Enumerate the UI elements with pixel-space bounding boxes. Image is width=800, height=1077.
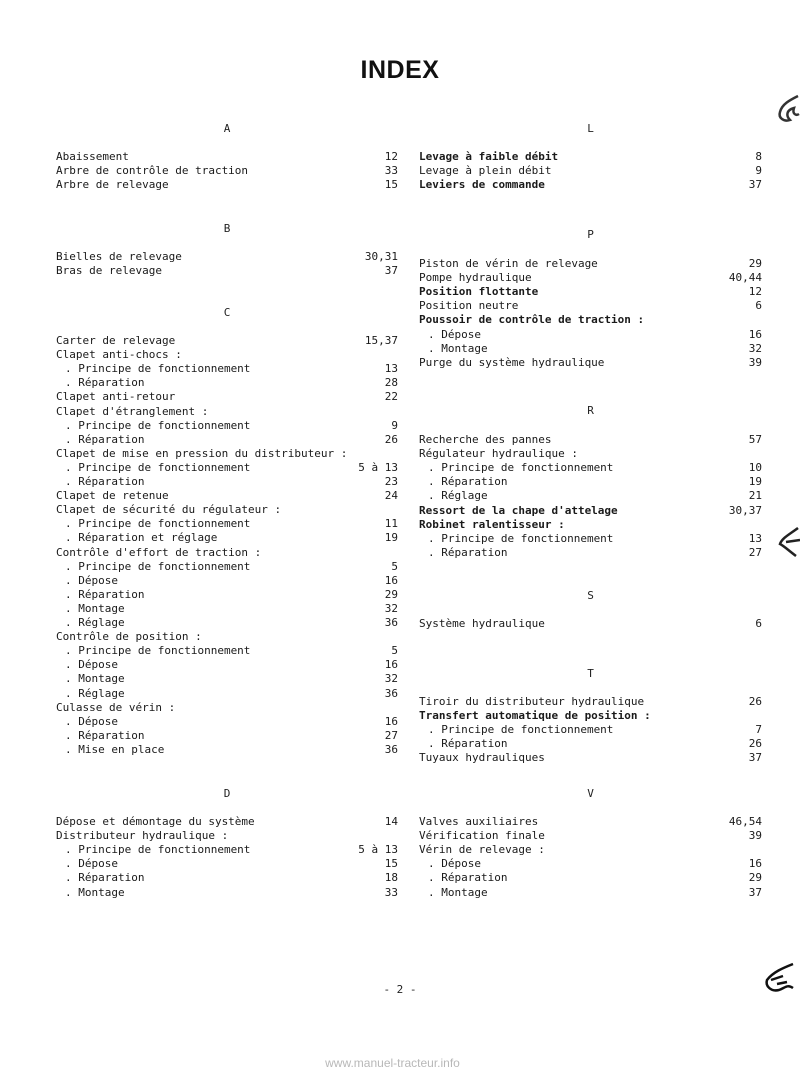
entry-label: . Principe de fonctionnement xyxy=(65,644,251,658)
entry-label: Valves auxiliaires xyxy=(419,815,539,828)
index-entry xyxy=(419,433,762,447)
entry-page: 26 xyxy=(748,737,762,751)
entry-page: 30,37 xyxy=(728,503,762,517)
entry-page: 37 xyxy=(748,751,762,765)
entry-label: Clapet de sécurité du régulateur : xyxy=(56,503,282,517)
index-entry xyxy=(419,709,762,723)
index-entry xyxy=(56,815,398,829)
index-entry xyxy=(56,672,398,686)
entry-label: . Principe de fonctionnement xyxy=(428,461,614,475)
entry-label: . Mise en place xyxy=(65,742,165,756)
index-entry xyxy=(419,815,762,829)
index-entry xyxy=(56,630,398,644)
index-entry xyxy=(56,390,398,404)
entry-label: Distributeur hydraulique : xyxy=(56,829,229,843)
entry-page: 12 xyxy=(384,150,398,163)
entry-page: 5 à 13 xyxy=(358,460,398,474)
entry-label: . Principe de fonctionnement xyxy=(65,517,251,531)
entry-label: . Dépose xyxy=(65,573,118,587)
index-entry xyxy=(419,751,762,765)
entry-label: . Réparation xyxy=(65,475,145,488)
index-entry xyxy=(419,164,762,178)
entry-label: Arbre de contrôle de traction xyxy=(56,164,249,178)
scan-mark xyxy=(772,92,800,128)
index-entry xyxy=(56,588,398,602)
entry-page: 36 xyxy=(384,686,398,700)
entry-label: . Montage xyxy=(428,885,488,899)
entry-label: . Réparation xyxy=(65,432,145,446)
entry-label: Transfert automatique de position : xyxy=(419,709,651,723)
index-entry xyxy=(419,271,762,285)
entry-page: 6 xyxy=(755,617,762,630)
index-entry xyxy=(56,616,398,630)
entry-page: 32 xyxy=(384,672,398,686)
index-entry xyxy=(419,886,762,900)
index-entry xyxy=(56,687,398,701)
entry-label: . Principe de fonctionnement xyxy=(65,843,251,857)
index-entry xyxy=(56,715,398,729)
entry-page: 11 xyxy=(384,517,398,531)
index-entry xyxy=(56,405,398,419)
section-letter: L xyxy=(587,122,594,135)
entry-label: Vérin de relevage : xyxy=(419,843,545,857)
entry-label: Clapet de mise en pression du distributeur : xyxy=(56,446,348,460)
entry-page: 29 xyxy=(748,257,762,270)
entry-label: . Réglage xyxy=(65,686,125,700)
index-entry xyxy=(419,532,762,546)
entry-page: 16 xyxy=(384,573,398,587)
entry-page: 16 xyxy=(384,658,398,672)
entry-label: Ressort de la chape d'attelage xyxy=(419,503,618,517)
index-entry xyxy=(56,886,398,900)
index-entry xyxy=(419,285,762,299)
entry-label: . Réparation et réglage xyxy=(65,531,218,545)
index-entry xyxy=(419,299,762,313)
entry-page: 18 xyxy=(384,871,398,885)
entry-label: . Principe de fonctionnement xyxy=(65,418,251,432)
index-entry xyxy=(56,362,398,376)
entry-label: Piston de vérin de relevage xyxy=(419,257,598,270)
entry-page: 15 xyxy=(384,178,398,192)
index-entry xyxy=(56,517,398,531)
index-entry xyxy=(419,150,762,164)
entry-label: . Dépose xyxy=(65,857,118,871)
entry-label: Purge du système hydraulique xyxy=(419,355,605,369)
scan-mark xyxy=(774,524,800,560)
entry-label: Abaissement xyxy=(56,150,129,163)
index-entry xyxy=(56,829,398,843)
entry-label: Clapet anti-chocs : xyxy=(56,348,182,362)
entry-page: 19 xyxy=(384,531,398,545)
entry-page: 40,44 xyxy=(728,271,762,285)
index-entry xyxy=(56,433,398,447)
entry-page: 16 xyxy=(748,857,762,871)
entry-label: Bielles de relevage xyxy=(56,250,182,263)
entry-page: 36 xyxy=(384,742,398,756)
index-entry xyxy=(56,531,398,545)
entry-label: . Réparation xyxy=(65,871,145,885)
entry-label: . Réparation xyxy=(428,545,508,559)
entry-label: Recherche des pannes xyxy=(419,433,552,446)
entry-label: Vérification finale xyxy=(419,829,545,843)
entry-label: . Réparation xyxy=(65,376,145,390)
entry-label: Position flottante xyxy=(419,285,539,299)
index-entry xyxy=(56,334,398,348)
entry-label: . Principe de fonctionnement xyxy=(65,362,251,376)
entry-page: 6 xyxy=(755,299,762,313)
entry-page: 9 xyxy=(755,164,762,178)
entry-label: . Principe de fonctionnement xyxy=(428,531,614,545)
entry-label: . Montage xyxy=(65,672,125,686)
section-letter: P xyxy=(587,228,594,241)
index-entry xyxy=(419,695,762,709)
entry-page: 33 xyxy=(384,885,398,899)
entry-label: Leviers de commande xyxy=(419,178,545,192)
index-entry xyxy=(56,560,398,574)
section-letter: R xyxy=(587,404,594,417)
index-entry xyxy=(56,871,398,885)
index-entry xyxy=(419,447,762,461)
entry-label: . Réparation xyxy=(65,587,145,601)
index-entry xyxy=(56,843,398,857)
index-entry xyxy=(56,376,398,390)
entry-label: . Principe de fonctionnement xyxy=(428,723,614,737)
entry-label: . Réglage xyxy=(65,616,125,629)
entry-page: 24 xyxy=(384,489,398,503)
entry-label: Contrôle de position : xyxy=(56,630,202,644)
entry-page: 27 xyxy=(384,728,398,742)
entry-label: . Montage xyxy=(428,341,488,355)
entry-page: 57 xyxy=(748,433,762,446)
entry-label: . Réparation xyxy=(428,475,508,489)
entry-page: 32 xyxy=(384,601,398,615)
entry-page: 14 xyxy=(384,815,398,828)
entry-page: 19 xyxy=(748,475,762,489)
entry-label: . Principe de fonctionnement xyxy=(65,460,251,474)
entry-page: 13 xyxy=(384,362,398,376)
entry-label: Poussoir de contrôle de traction : xyxy=(419,313,645,327)
entry-page: 37 xyxy=(748,885,762,899)
entry-label: Dépose et démontage du système xyxy=(56,815,255,828)
entry-label: Arbre de relevage xyxy=(56,178,169,192)
index-entry xyxy=(419,518,762,532)
entry-page: 30,31 xyxy=(364,250,398,263)
entry-page: 29 xyxy=(748,871,762,885)
index-entry xyxy=(56,178,398,192)
index-entry xyxy=(56,447,398,461)
entry-page: 27 xyxy=(748,545,762,559)
index-entry xyxy=(419,257,762,271)
entry-page: 5 à 13 xyxy=(358,843,398,857)
index-entry xyxy=(419,313,762,327)
entry-label: Clapet anti-retour xyxy=(56,390,176,404)
entry-label: Carter de relevage xyxy=(56,334,176,347)
entry-label: . Dépose xyxy=(428,857,481,871)
entry-page: 10 xyxy=(748,461,762,475)
entry-page: 36 xyxy=(384,616,398,629)
index-entry xyxy=(419,737,762,751)
index-entry xyxy=(56,658,398,672)
index-entry xyxy=(56,419,398,433)
entry-page: 8 xyxy=(755,150,762,163)
index-entry xyxy=(419,871,762,885)
entry-label: Clapet de retenue xyxy=(56,489,169,503)
entry-page: 5 xyxy=(391,559,398,573)
entry-page: 21 xyxy=(748,489,762,503)
section-letter: A xyxy=(223,122,231,135)
entry-label: Contrôle d'effort de traction : xyxy=(56,545,262,559)
entry-label: . Dépose xyxy=(65,658,118,672)
entry-page: 15,37 xyxy=(364,334,398,347)
page-title: INDEX xyxy=(360,56,440,84)
entry-page: 37 xyxy=(384,264,398,278)
entry-page: 29 xyxy=(384,587,398,601)
entry-page: 12 xyxy=(748,285,762,299)
entry-page: 28 xyxy=(384,376,398,390)
entry-page: 26 xyxy=(384,432,398,446)
entry-label: Régulateur hydraulique : xyxy=(419,447,578,461)
entry-page: 26 xyxy=(748,695,762,708)
index-entry xyxy=(56,644,398,658)
index-entry xyxy=(56,546,398,560)
entry-label: Clapet d'étranglement : xyxy=(56,404,209,418)
entry-page: 46,54 xyxy=(728,815,762,828)
index-entry xyxy=(56,475,398,489)
entry-page: 16 xyxy=(748,327,762,341)
entry-label: Tuyaux hydrauliques xyxy=(419,751,545,765)
entry-label: . Montage xyxy=(65,885,125,899)
entry-label: Position neutre xyxy=(419,299,519,313)
section-letter: V xyxy=(587,787,594,800)
index-entry xyxy=(419,461,762,475)
index-entry xyxy=(56,701,398,715)
index-entry xyxy=(56,743,398,757)
index-entry xyxy=(56,264,398,278)
entry-label: . Réglage xyxy=(428,489,488,503)
index-entry xyxy=(419,857,762,871)
entry-page: 15 xyxy=(384,857,398,871)
entry-page: 39 xyxy=(748,829,762,843)
entry-label: . Montage xyxy=(65,601,125,615)
entry-label: . Réparation xyxy=(428,871,508,885)
entry-page: 37 xyxy=(748,178,762,192)
watermark: www.manuel-tracteur.info xyxy=(325,1056,460,1070)
section-letter: B xyxy=(223,222,231,235)
index-entry xyxy=(419,178,762,192)
entry-label: Levage à plein débit xyxy=(419,164,552,178)
entry-label: Bras de relevage xyxy=(56,264,162,278)
entry-label: . Dépose xyxy=(65,714,118,728)
index-entry xyxy=(56,729,398,743)
index-entry xyxy=(56,164,398,178)
index-entry xyxy=(419,546,762,560)
entry-label: . Principe de fonctionnement xyxy=(65,559,251,573)
index-entry xyxy=(419,829,762,843)
section-letter: S xyxy=(587,589,594,602)
entry-page: 9 xyxy=(391,418,398,432)
entry-label: Tiroir du distributeur hydraulique xyxy=(419,695,645,708)
index-entry xyxy=(56,150,398,164)
entry-page: 39 xyxy=(748,355,762,369)
index-entry xyxy=(56,461,398,475)
index-entry xyxy=(56,348,398,362)
section-letter: C xyxy=(223,306,231,319)
entry-label: Robinet ralentisseur : xyxy=(419,517,565,531)
entry-page: 7 xyxy=(755,723,762,737)
entry-label: Pompe hydraulique xyxy=(419,271,532,285)
entry-page: 23 xyxy=(384,475,398,488)
entry-label: . Réparation xyxy=(65,728,145,742)
entry-page: 33 xyxy=(384,164,398,178)
index-entry xyxy=(419,617,762,631)
index-entry xyxy=(419,504,762,518)
index-entry xyxy=(56,503,398,517)
page-number: - 2 - xyxy=(383,983,417,996)
index-entry xyxy=(419,328,762,342)
index-entry xyxy=(419,475,762,489)
entry-page: 32 xyxy=(748,341,762,355)
index-entry xyxy=(419,342,762,356)
entry-page: 16 xyxy=(384,714,398,728)
entry-page: 22 xyxy=(384,390,398,404)
index-entry xyxy=(419,843,762,857)
index-entry xyxy=(56,857,398,871)
entry-page: 5 xyxy=(391,644,398,658)
section-letter: T xyxy=(587,667,594,680)
index-entry xyxy=(419,356,762,370)
entry-page: 13 xyxy=(748,531,762,545)
entry-label: . Dépose xyxy=(428,327,481,341)
index-entry xyxy=(419,489,762,503)
entry-label: Système hydraulique xyxy=(419,617,545,630)
index-entry xyxy=(56,602,398,616)
index-entry xyxy=(56,489,398,503)
scan-mark xyxy=(757,958,797,998)
index-entry xyxy=(56,574,398,588)
entry-label: Culasse de vérin : xyxy=(56,700,176,714)
index-entry xyxy=(419,723,762,737)
entry-label: . Réparation xyxy=(428,737,508,751)
section-letter: D xyxy=(223,787,231,800)
entry-label: Levage à faible débit xyxy=(419,150,559,163)
index-entry xyxy=(56,250,398,264)
